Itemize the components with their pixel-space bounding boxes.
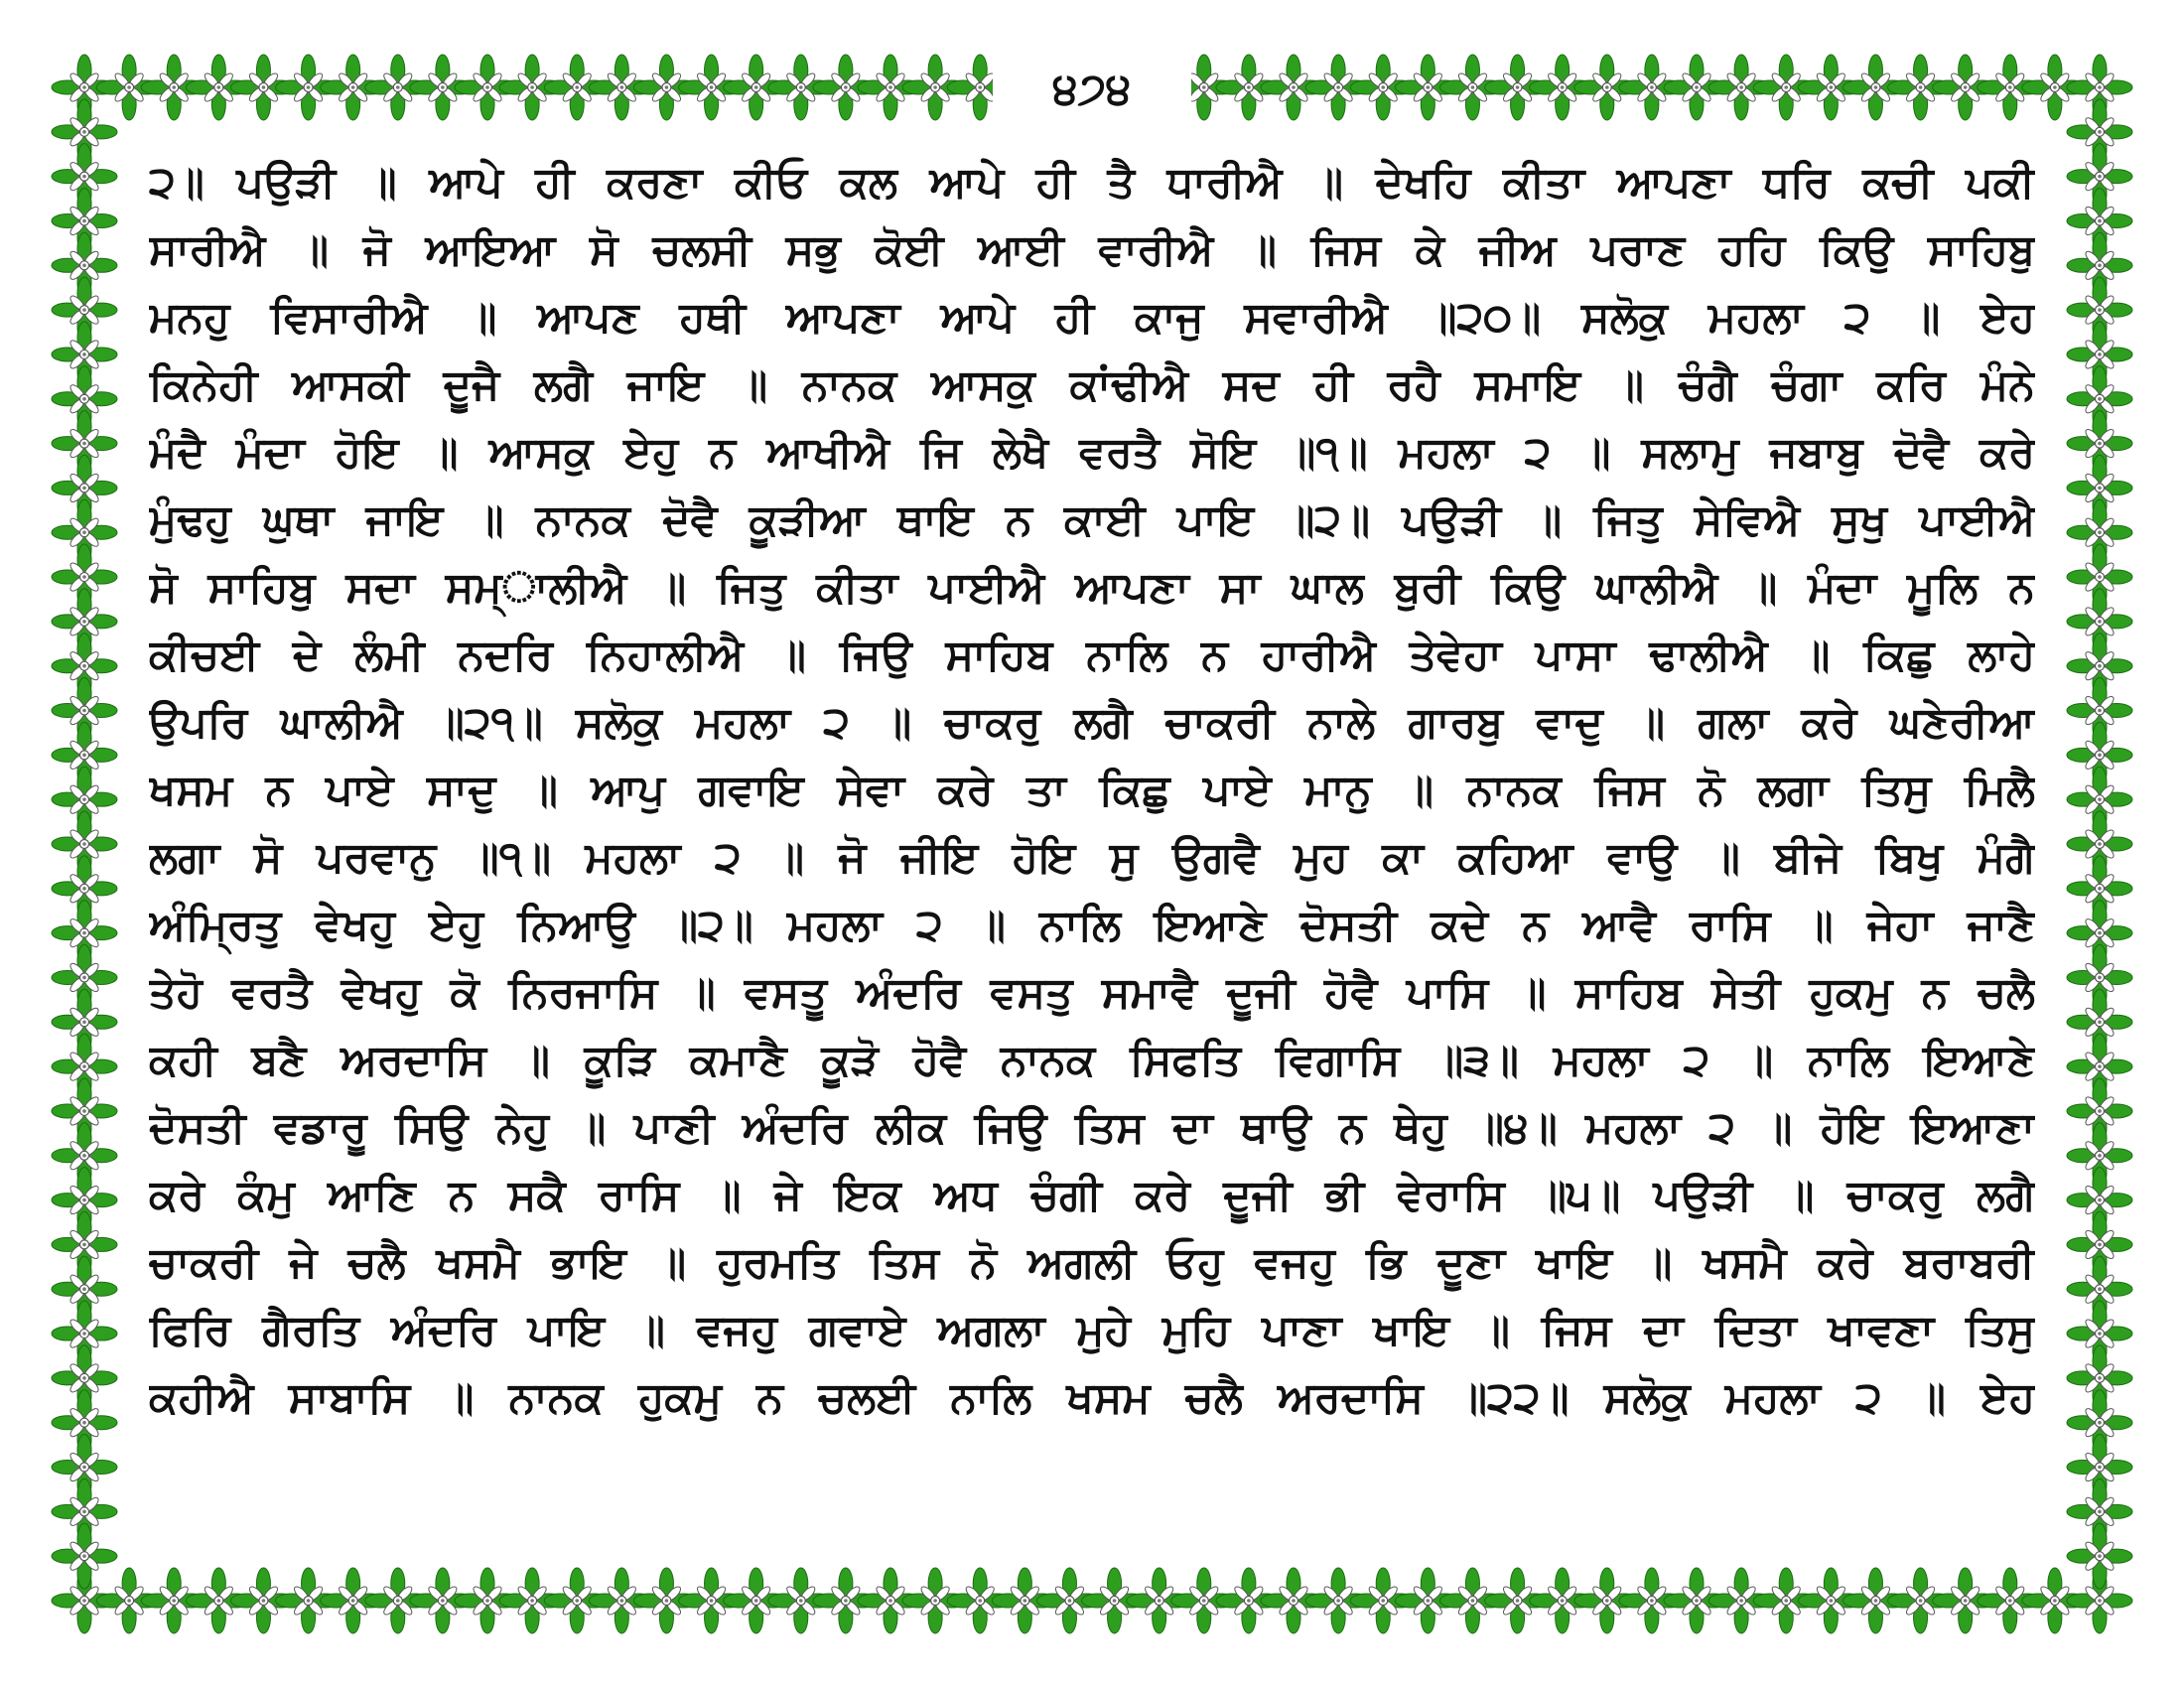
text-line: ਫਿਰਿ ਗੈਰਤਿ ਅੰਦਰਿ ਪਾਇ ॥ ਵਜਹੁ ਗਵਾਏ ਅਗਲਾ ਮੁਹੇ ਮੁਹਿ ਪਾਣਾ ਖਾਇ ॥ ਜਿਸ ਦਾ ਦਿਤਾ ਖਾਵਣਾ ਤਿਸੁ — [149, 1306, 2035, 1355]
text-line: ਕਹੀ ਬਣੈ ਅਰਦਾਸਿ ॥ ਕੂੜਿ ਕਮਾਣੈ ਕੂੜੋ ਹੋਵੈ ਨਾਨਕ ਸਿਫਤਿ ਵਿਗਾਸਿ ॥੩॥ ਮਹਲਾ ੨ ॥ ਨਾਲਿ ਇਆਣੇ — [149, 1036, 2035, 1085]
text-line: ਮੁੰਢਹੁ ਘੁਥਾ ਜਾਇ ॥ ਨਾਨਕ ਦੋਵੈ ਕੂੜੀਆ ਥਾਇ ਨ ਕਾਈ ਪਾਇ ॥੨॥ ਪਉੜੀ ॥ ਜਿਤੁ ਸੇਵਿਐ ਸੁਖੁ ਪਾਈਐ — [149, 495, 2035, 545]
flower-leaf-icon — [2067, 1523, 2132, 1589]
text-line: ਕੀਚਈ ਦੇ ਲੰਮੀ ਨਦਰਿ ਨਿਹਾਲੀਐ ॥ ਜਿਉ ਸਾਹਿਬ ਨਾਲਿ ਨ ਹਾਰੀਐ ਤੇਵੇਹਾ ਪਾਸਾ ਢਾਲੀਐ ॥ ਕਿਛੁ ਲਾਹੇ — [149, 631, 2035, 680]
text-line: ਸੋ ਸਾਹਿਬੁ ਸਦਾ ਸਮ੍ਾਲੀਐ ॥ ਜਿਤੁ ਕੀਤਾ ਪਾਈਐ ਆਪਣਾ ਸਾ ਘਾਲ ਬੁਰੀ ਕਿਉ ਘਾਲੀਐ ॥ ਮੰਦਾ ਮੂਲਿ ਨ — [149, 563, 2035, 613]
text-line: ਕਹੀਐ ਸਾਬਾਸਿ ॥ ਨਾਨਕ ਹੁਕਮੁ ਨ ਚਲਈ ਨਾਲਿ ਖਸਮ ਚਲੈ ਅਰਦਾਸਿ ॥੨੨॥ ਸਲੋਕੁ ਮਹਲਾ ੨ ॥ ਏਹ — [149, 1373, 2035, 1423]
text-line: ਕਰੇ ਕੰਮੁ ਆਣਿ ਨ ਸਕੈ ਰਾਸਿ ॥ ਜੇ ਇਕ ਅਧ ਚੰਗੀ ਕਰੇ ਦੂਜੀ ਭੀ ਵੇਰਾਸਿ ॥੫॥ ਪਉੜੀ ॥ ਚਾਕਰੁ ਲਗੈ — [149, 1171, 2035, 1220]
text-line: ਕਿਨੇਹੀ ਆਸਕੀ ਦੂਜੈ ਲਗੈ ਜਾਇ ॥ ਨਾਨਕ ਆਸਕੁ ਕਾਂਢੀਐ ਸਦ ਹੀ ਰਹੈ ਸਮਾਇ ॥ ਚੰਗੈ ਚੰਗਾ ਕਰਿ ਮੰਨੇ — [149, 360, 2035, 410]
gurbani-text — [149, 149, 2035, 1432]
text-line: ਅੰਮ੍ਰਿਤੁ ਵੇਖਹੁ ਏਹੁ ਨਿਆਉ ॥੨॥ ਮਹਲਾ ੨ ॥ ਨਾਲਿ ਇਆਣੇ ਦੋਸਤੀ ਕਦੇ ਨ ਆਵੈ ਰਾਸਿ ॥ ਜੇਹਾ ਜਾਣੈ — [149, 901, 2035, 950]
text-line: ਉਪਰਿ ਘਾਲੀਐ ॥੨੧॥ ਸਲੋਕੁ ਮਹਲਾ ੨ ॥ ਚਾਕਰੁ ਲਗੈ ਚਾਕਰੀ ਨਾਲੇ ਗਾਰਬੁ ਵਾਦੁ ॥ ਗਲਾ ਕਰੇ ਘਣੇਰੀਆ — [149, 698, 2035, 748]
text-line: ਦੋਸਤੀ ਵਡਾਰੂ ਸਿਉ ਨੇਹੁ ॥ ਪਾਣੀ ਅੰਦਰਿ ਲੀਕ ਜਿਉ ਤਿਸ ਦਾ ਥਾਉ ਨ ਥੇਹੁ ॥੪॥ ਮਹਲਾ ੨ ॥ ਹੋਇ ਇਆਣਾ — [149, 1103, 2035, 1153]
text-line: ਮਨਹੁ ਵਿਸਾਰੀਐ ॥ ਆਪਣ ਹਥੀ ਆਪਣਾ ਆਪੇ ਹੀ ਕਾਜੁ ਸਵਾਰੀਐ ॥੨੦॥ ਸਲੋਕੁ ਮਹਲਾ ੨ ॥ ਏਹ — [149, 293, 2035, 343]
text-line: ਚਾਕਰੀ ਜੇ ਚਲੈ ਖਸਮੈ ਭਾਇ ॥ ਹੁਰਮਤਿ ਤਿਸ ਨੋ ਅਗਲੀ ਓਹੁ ਵਜਹੁ ਭਿ ਦੂਣਾ ਖਾਇ ॥ ਖਸਮੈ ਕਰੇ ਬਰਾਬਰੀ — [149, 1238, 2035, 1288]
flower-leaf-icon — [52, 1523, 117, 1589]
page-number: ੪੭੪ — [993, 60, 1191, 119]
text-line: ਮੰਦੈ ਮੰਦਾ ਹੋਇ ॥ ਆਸਕੁ ਏਹੁ ਨ ਆਖੀਐ ਜਿ ਲੇਖੈ ਵਰਤੈ ਸੋਇ ॥੧॥ ਮਹਲਾ ੨ ॥ ਸਲਾਮੁ ਜਬਾਬੁ ਦੋਵੈ ਕਰੇ — [149, 428, 2035, 478]
text-line: ਖਸਮ ਨ ਪਾਏ ਸਾਦੁ ॥ ਆਪੁ ਗਵਾਇ ਸੇਵਾ ਕਰੇ ਤਾ ਕਿਛੁ ਪਾਏ ਮਾਨੁ ॥ ਨਾਨਕ ਜਿਸ ਨੋ ਲਗਾ ਤਿਸੁ ਮਿਲੈ — [149, 766, 2035, 815]
text-line: ਸਾਰੀਐ ॥ ਜੋ ਆਇਆ ਸੋ ਚਲਸੀ ਸਭੁ ਕੋਈ ਆਈ ਵਾਰੀਐ ॥ ਜਿਸ ਕੇ ਜੀਅ ਪਰਾਣ ਹਹਿ ਕਿਉ ਸਾਹਿਬੁ — [149, 225, 2035, 275]
text-line: ੨॥ ਪਉੜੀ ॥ ਆਪੇ ਹੀ ਕਰਣਾ ਕੀਓ ਕਲ ਆਪੇ ਹੀ ਤੈ ਧਾਰੀਐ ॥ ਦੇਖਹਿ ਕੀਤਾ ਆਪਣਾ ਧਰਿ ਕਚੀ ਪਕੀ — [149, 158, 2035, 208]
text-line: ਤੇਹੋ ਵਰਤੈ ਵੇਖਹੁ ਕੋ ਨਿਰਜਾਸਿ ॥ ਵਸਤੂ ਅੰਦਰਿ ਵਸਤੁ ਸਮਾਵੈ ਦੂਜੀ ਹੋਵੈ ਪਾਸਿ ॥ ਸਾਹਿਬ ਸੇਤੀ ਹੁਕਮੁ ਨ ਚਲੈ — [149, 968, 2035, 1018]
text-line: ਲਗਾ ਸੋ ਪਰਵਾਨੁ ॥੧॥ ਮਹਲਾ ੨ ॥ ਜੋ ਜੀਇ ਹੋਇ ਸੁ ਉਗਵੈ ਮੁਹ ਕਾ ਕਹਿਆ ਵਾਉ ॥ ਬੀਜੇ ਬਿਖੁ ਮੰਗੈ — [149, 833, 2035, 883]
